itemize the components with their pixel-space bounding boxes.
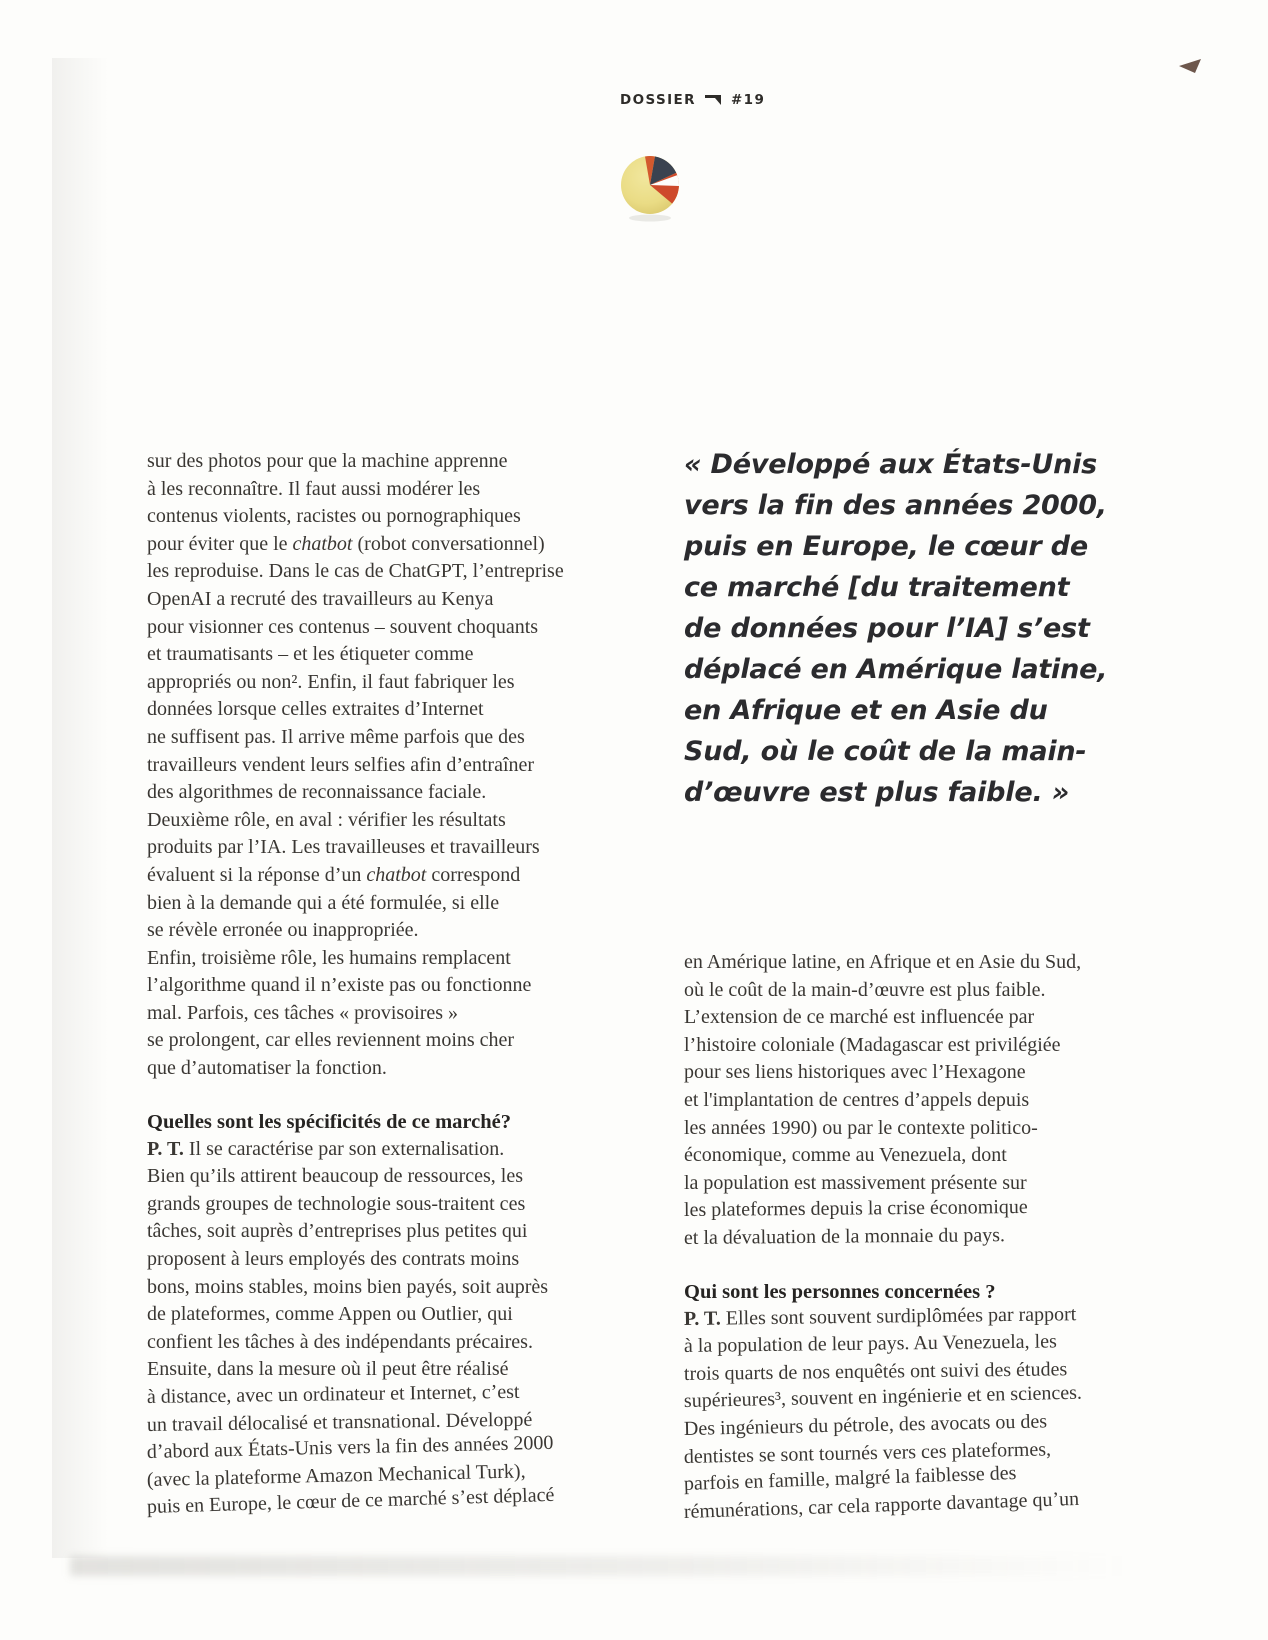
text-line: pour ses liens historiques avec l’Hexagone [684, 1061, 1026, 1084]
body-paragraph-1 [147, 448, 625, 1083]
text-line: puis en Europe, le cœur de ce marché s’est déplacé [146, 1484, 555, 1519]
text-line: déplacé en Amérique latine, [684, 654, 1108, 685]
text-line: contenus violents, racistes ou pornographiques [147, 505, 521, 528]
text-line: Deuxième rôle, en aval : vérifier les résultats [147, 808, 506, 831]
text-line: rémunérations, car cela rapporte davantage qu’un [683, 1487, 1080, 1523]
text-line: appropriés ou non². Enfin, il faut fabriquer les [147, 670, 515, 693]
text-line: supérieures³, souvent en ingénierie et en sciences. [683, 1381, 1083, 1413]
text-line: et l'implantation de centres d’appels depuis [684, 1088, 1030, 1111]
text-line: d’œuvre est plus faible. » [684, 777, 1070, 808]
text-line: se révèle erronée ou inappropriée. [147, 919, 419, 942]
corner-arrow-icon [1179, 58, 1201, 74]
text-line: P. T. Il se caractérise par son externalisation. [147, 1137, 505, 1160]
text-line: bons, moins stables, moins bien payés, soit auprès [147, 1275, 549, 1298]
left-column [147, 448, 625, 1522]
text-line: à les reconnaître. Il faut aussi modérer les [147, 477, 481, 500]
text-line: ce marché [du traitement [684, 572, 1070, 603]
text-line: Ensuite, dans la mesure où il peut être réalisé [147, 1358, 509, 1381]
text-line: l’histoire coloniale (Madagascar est privilégiée [684, 1033, 1061, 1056]
issue-number: #19 [730, 92, 766, 108]
text-line: proposent à leurs employés des contrats moins [147, 1248, 520, 1271]
text-line: vers la fin des années 2000, [684, 490, 1107, 521]
text-line: de données pour l’IA] s’est [684, 613, 1090, 644]
text-line: économique, comme au Venezuela, dont [684, 1144, 1007, 1167]
text-line: et la dévaluation de la monnaie du pays. [683, 1224, 1006, 1249]
pie-chart-ball-illustration [617, 151, 683, 228]
text-line: d’abord aux États-Unis vers la fin des années 2000 [146, 1431, 554, 1464]
scan-shadow-left [52, 58, 108, 1558]
text-line: que d’automatiser la fonction. [147, 1057, 387, 1080]
text-line: en Afrique et en Asie du [684, 695, 1048, 726]
text-line: confient les tâches à des indépendants précaires. [147, 1330, 533, 1353]
dossier-flag-icon [705, 94, 722, 106]
body-paragraph-2 [684, 949, 1144, 1253]
text-line: à distance, avec un ordinateur et Internet, c’est [146, 1380, 520, 1408]
question-heading-1: Quelles sont les spécificités de ce marché? [147, 1110, 511, 1133]
right-column [684, 444, 1144, 1526]
text-line: en Amérique latine, en Afrique et en Asie du Sud, [684, 951, 1082, 973]
text-line: évaluent si la réponse d’un chatbot correspond [147, 863, 521, 886]
text-line: des algorithmes de reconnaissance faciale. [147, 781, 487, 804]
text-line: travailleurs vendent leurs selfies afin d’entraîner [147, 753, 535, 776]
text-line: sur des photos pour que la machine apprenne [147, 450, 508, 472]
text-line: les années 1990) ou par le contexte politico- [684, 1116, 1038, 1139]
text-line: pour éviter que le chatbot (robot conversationnel) [147, 532, 545, 555]
answer-paragraph-1 [147, 1136, 625, 1522]
text-line: Sud, où le coût de la main- [684, 736, 1087, 767]
text-line: puis en Europe, le cœur de [684, 531, 1088, 562]
text-line: données lorsque celles extraites d’Internet [147, 698, 484, 721]
text-line: bien à la demande qui a été formulée, si elle [147, 891, 500, 914]
text-line: produits par l’IA. Les travailleuses et travailleurs [147, 836, 540, 859]
text-line: un travail délocalisé et transnational. Développé [146, 1408, 533, 1436]
text-line: ne suffisent pas. Il arrive même parfois que des [147, 725, 525, 748]
text-line: tâches, soit auprès d’entreprises plus petites qui [147, 1220, 528, 1243]
text-line: où le coût de la main-d’œuvre est plus faible. [684, 978, 1046, 1001]
text-line: (avec la plateforme Amazon Mechanical Turk), [146, 1460, 526, 1491]
scan-ghost-band [70, 1556, 1130, 1576]
text-line: les plateformes depuis la crise économique [683, 1196, 1028, 1222]
text-line: parfois en famille, malgré la faiblesse des [683, 1462, 1017, 1496]
text-line: se prolongent, car elles reviennent moins cher [147, 1029, 515, 1052]
text-line: à la population de leur pays. Au Venezuela, les [683, 1330, 1057, 1358]
text-line: « Développé aux États-Unis [684, 449, 1098, 480]
pull-quote [684, 444, 1144, 813]
text-line: Des ingénieurs du pétrole, des avocats ou des [683, 1410, 1048, 1440]
text-line: mal. Parfois, ces tâches « provisoires » [147, 1001, 459, 1024]
text-line: les reproduise. Dans le cas de ChatGPT, l’entreprise [147, 560, 564, 583]
text-line: OpenAI a recruté des travailleurs au Kenya [147, 587, 494, 610]
question-heading-2: Qui sont les personnes concernées ? [684, 1280, 996, 1303]
dossier-label: DOSSIER [620, 92, 696, 108]
text-line: pour visionner ces contenus – souvent choquants [147, 615, 539, 638]
answer-paragraph-2 [683, 1302, 1144, 1527]
text-line: Bien qu’ils attirent beaucoup de ressources, les [147, 1165, 523, 1188]
text-line: grands groupes de technologie sous-traitent ces [147, 1192, 526, 1215]
text-line: dentistes se sont tournés vers ces plateformes, [683, 1437, 1052, 1468]
text-line: la population est massivement présente sur [684, 1171, 1027, 1194]
text-line: P. T. Elles sont souvent surdiplômées par rapport [683, 1302, 1077, 1330]
text-line: Enfin, troisième rôle, les humains remplacent [147, 946, 511, 969]
text-line: l’algorithme quand il n’existe pas ou fonctionne [147, 974, 532, 997]
text-line: et traumatisants – et les étiqueter comme [147, 643, 474, 666]
text-line: trois quarts de nos enquêtés ont suivi des études [683, 1358, 1068, 1385]
text-line: de plateformes, comme Appen ou Outlier, qui [147, 1303, 513, 1326]
page-header [620, 92, 765, 108]
text-line: L’extension de ce marché est influencée par [684, 1006, 1035, 1029]
